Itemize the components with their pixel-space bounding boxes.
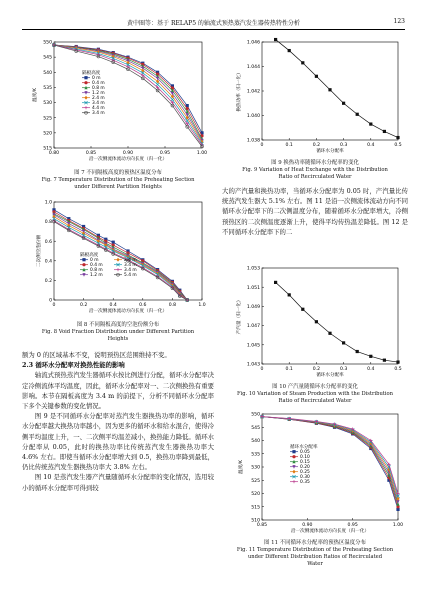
data-point — [369, 122, 372, 125]
legend-label: 3.4 m — [124, 263, 137, 268]
legend-title: 循环水分配率 — [290, 445, 318, 450]
series-line — [262, 417, 398, 507]
figure-10-chart — [222, 262, 408, 382]
y-tick-label: 525 — [43, 116, 52, 122]
figure-8-caption-cn: 图 8 不同隔板高度的空泡份额分布 — [76, 322, 160, 328]
y-tick-label: 545 — [251, 425, 260, 431]
legend-label: 2.4 m — [124, 258, 137, 263]
figure-9-caption-cn: 图 9 换热功率随循环水分配率的变化 — [271, 160, 359, 166]
y-axis-label: 换热功率（归一化） — [237, 70, 242, 112]
x-tick-label: 0.3 — [339, 143, 348, 148]
data-point — [274, 38, 277, 41]
data-point — [342, 102, 345, 105]
legend-marker — [116, 268, 119, 271]
data-point — [315, 75, 318, 78]
legend-label: 0.30 — [300, 475, 310, 480]
x-tick-label: 0.5 — [394, 367, 402, 372]
series-line — [276, 282, 398, 362]
x-tick-label: 1.00 — [392, 523, 404, 528]
y-tick-label: 1.042 — [246, 89, 260, 95]
figure-10-caption-en1: Fig. 10 Variation of Steam Production with the Distribution — [236, 391, 394, 397]
figure-7-caption-cn: 图 7 不同隔板高度的预热区温度分布 — [74, 170, 162, 176]
legend-label: 2.4 m — [92, 96, 105, 101]
legend-marker — [116, 258, 119, 262]
y-tick-label: 545 — [43, 55, 52, 61]
x-tick-label: 0.2 — [312, 367, 321, 372]
y-tick-label: 1.049 — [246, 305, 260, 310]
legend-marker — [82, 263, 85, 266]
figure-8-caption — [22, 322, 214, 343]
y-tick-label: 1.047 — [246, 324, 260, 330]
section-heading: 2.3 循环水分配率对换热性能的影响 — [22, 361, 125, 370]
x-tick-label: 0.90 — [122, 151, 134, 156]
x-tick-label: 0.4 — [109, 303, 117, 308]
data-point — [356, 113, 359, 116]
legend-label: 0.15 — [300, 460, 310, 465]
figure-8-caption-en1: Fig. 8 Void Fraction Distribution under Different Partition — [41, 329, 195, 335]
y-tick-label: 530 — [251, 465, 260, 471]
data-point — [156, 83, 159, 86]
x-axis-label: 沿一次侧流体流动方向长度（归一化） — [290, 529, 370, 534]
x-tick-label: 1.00 — [196, 151, 208, 156]
x-tick-label: 0.8 — [168, 303, 177, 308]
y-axis-label: 温度/K — [239, 460, 244, 474]
data-point — [315, 320, 318, 323]
legend-label: 0.8 m — [92, 86, 105, 91]
series-line — [54, 219, 187, 300]
legend-marker — [82, 258, 85, 261]
legend-title: 隔板高度 — [80, 253, 99, 258]
legend-marker — [84, 76, 87, 79]
figure-9-caption-en1: Fig. 9 Variation of Heat Exchange with the Distribution — [242, 167, 388, 173]
x-tick-label: 0.6 — [139, 303, 147, 308]
y-tick-label: 1.045 — [246, 343, 260, 349]
right-column — [222, 36, 408, 596]
figure-11-chart — [222, 408, 408, 538]
series-line — [54, 221, 187, 300]
data-point — [342, 341, 345, 344]
legend-label: 0.05 — [300, 450, 310, 455]
running-header — [22, 18, 405, 30]
y-tick-label: 1.040 — [246, 114, 260, 120]
series-line — [262, 417, 398, 499]
y-tick-label: 550 — [251, 412, 260, 418]
figure-8-caption-en2: Heights — [107, 336, 129, 342]
figure-7-caption — [22, 170, 214, 191]
y-tick-label: 515 — [43, 146, 52, 152]
legend-label: 1.2 m — [92, 91, 105, 96]
figure-10-caption-en2: Ratio of Recirculated Water — [278, 398, 352, 404]
y-tick-label: 0.8 — [44, 220, 52, 226]
y-tick-label: 515 — [251, 505, 260, 511]
x-tick-label: 0.2 — [312, 143, 321, 148]
legend-marker — [292, 450, 295, 453]
y-axis-label: 二次侧空泡份额 — [37, 234, 42, 268]
legend-label: 3.4 m — [124, 268, 137, 273]
legend-marker — [292, 480, 295, 483]
y-tick-label: 540 — [251, 439, 260, 445]
paragraph-continued: 额为 0 的区域基本不变，说明预热区范围维持不变。 — [22, 351, 171, 359]
figure-7-caption-en2: under Different Partition Heights — [74, 184, 162, 190]
y-axis-label: 产汽量（归一化） — [237, 297, 242, 335]
x-tick-label: 0.3 — [339, 367, 348, 372]
legend-marker — [292, 455, 295, 458]
series-line — [54, 217, 187, 300]
series-line — [262, 417, 398, 510]
legend-label: 3.4 m — [92, 111, 105, 116]
x-tick-label: 0.85 — [256, 523, 268, 528]
x-tick-label: 0.5 — [394, 143, 402, 148]
data-point — [383, 130, 386, 133]
paragraph: 轴流式预热蒸汽发生器循环水按比例进行分配，循环水分配率决定冷侧流体平均温度，因此，循环水分配率对一、二次侧换热有重要影响。本节在隔板高度为 3.4 m 的前提下，分析不同循环水分配率下多个关键参数的变化情况。 — [22, 371, 214, 411]
figure-11-caption-en2: under Different Distribution Ratios of Recirculated — [247, 554, 383, 560]
y-tick-label: 0 — [49, 298, 52, 304]
data-point — [396, 136, 399, 139]
y-tick-label: 1.043 — [246, 362, 260, 368]
plot-frame — [262, 414, 398, 520]
legend-title: 隔板高度 — [82, 71, 101, 76]
x-axis-label: 沿一次侧流体流动方向长度（归一化） — [88, 157, 168, 162]
legend-label: 0.20 — [300, 465, 310, 470]
y-tick-label: 1.044 — [246, 65, 260, 71]
y-axis-label: 温度/K — [33, 88, 38, 102]
y-tick-label: 0.6 — [44, 239, 52, 245]
legend-marker — [84, 81, 87, 84]
x-tick-label: 0.2 — [79, 303, 88, 308]
series-line — [54, 222, 187, 300]
x-tick-label: 0 — [260, 367, 264, 372]
legend-label: 0.35 — [300, 480, 310, 485]
figure-7-caption-en1: Fig. 7 Temperature Distribution of the Preheating Section — [41, 177, 195, 183]
figure-7-chart — [22, 36, 214, 166]
data-point — [288, 293, 291, 296]
paragraph: 图 9 是不同循环水分配率对蒸汽发生器换热功率的影响，循环水分配率越大换热功率越小，因为更多的循环水和给水混合，使得冷侧平均温度上升，一、二次侧平均温差减小，换热能力降低。循环水分配率从 0.05，此时的换热功率比传统蒸汽发生器换热功率大 4.6% 左右。即使当循环水分配率增大到 0.5，换热功率降到最低，仍比传统蒸汽发生器换热功率大 3.8% 左右。 — [22, 412, 214, 472]
x-tick-label: 0.90 — [302, 523, 313, 528]
x-tick-label: 0.80 — [48, 151, 60, 156]
paragraph: 图 10 是蒸汽发生器产汽量随循环水分配率的变化情况，选用较小的循环水分配率可得到较 — [22, 473, 214, 492]
figure-11-caption-en1: Fig. 11 Temperature Distribution of the Preheating Section — [236, 547, 394, 553]
data-point — [328, 332, 331, 335]
legend-label: 0.10 — [300, 455, 310, 460]
legend-marker — [292, 470, 295, 474]
y-tick-label: 1.0 — [44, 200, 52, 206]
figure-11-caption — [222, 540, 408, 568]
data-point — [274, 281, 277, 284]
legend-label: 1.2 m — [90, 273, 103, 278]
legend-marker — [84, 106, 87, 109]
figure-11-caption-cn: 图 11 不同循环水分配率的预热区温度分布 — [264, 540, 366, 546]
legend-label: 0.8 m — [90, 268, 103, 273]
y-tick-label: 1.051 — [246, 285, 260, 291]
legend-label: 0 m — [92, 76, 101, 81]
data-point — [171, 98, 174, 101]
figure-11-caption-en3: Water — [307, 561, 323, 567]
data-point — [288, 49, 291, 52]
x-axis-label: 循环水分配率 — [316, 373, 344, 378]
y-tick-label: 520 — [251, 492, 260, 498]
left-body-text — [22, 350, 214, 493]
legend-label: 0 m — [90, 258, 99, 263]
data-point — [328, 88, 331, 91]
y-tick-label: 1.053 — [246, 266, 260, 272]
paragraph-continued: 大的产汽量和换热功率，当循环水分配率为 0.05 时，产汽量比传统蒸汽发生器大 5.1% 左右。图 11 是沿一次侧流体流动方向不同循环水分配率下的二次侧温度分布，随着循环水分配率增大，冷侧预热区的二次侧温度逐渐上升，使得平均传热温差降低。图 12 是不同循环水分配率下的二 — [222, 187, 408, 236]
y-tick-label: 1.038 — [246, 138, 260, 144]
y-tick-label: 1.046 — [246, 40, 260, 46]
y-tick-label: 530 — [43, 101, 52, 107]
data-point — [383, 359, 386, 362]
legend-label: 0.4 m — [92, 81, 105, 86]
figure-8-chart — [22, 196, 214, 318]
y-tick-label: 535 — [43, 86, 52, 92]
y-tick-label: 510 — [251, 518, 260, 524]
data-point — [301, 308, 304, 311]
y-tick-label: 0.2 — [44, 279, 52, 284]
y-tick-label: 535 — [251, 452, 260, 458]
data-point — [301, 61, 304, 64]
legend-label: 0.4 m — [90, 263, 103, 268]
x-tick-label: 0.1 — [285, 143, 293, 148]
x-tick-label: 0.85 — [85, 151, 97, 156]
legend-label: 5.4 m — [124, 273, 137, 278]
data-point — [112, 241, 115, 244]
x-tick-label: 1.0 — [198, 303, 206, 308]
plot-frame — [262, 268, 398, 364]
x-tick-label: 0 — [52, 303, 56, 308]
running-title: 黄中圈等：基于 RELAP5 的轴流式预热蒸汽发生器传热特性分析 — [127, 20, 300, 27]
x-tick-label: 0.95 — [347, 523, 358, 528]
figure-10-caption — [222, 384, 408, 405]
y-tick-label: 520 — [43, 131, 52, 137]
data-point — [396, 360, 399, 363]
legend-label: 4.4 m — [92, 106, 105, 111]
legend-label: 0.25 — [300, 470, 310, 475]
figure-9-caption — [222, 160, 408, 181]
figure-10-caption-cn: 图 10 产汽量随循环水分配率的变化 — [272, 384, 358, 390]
left-column — [22, 36, 214, 596]
figure-9-chart — [222, 36, 408, 158]
x-axis-label: 循环水分配率 — [316, 149, 344, 154]
x-tick-label: 0.4 — [367, 143, 375, 148]
figure-9-caption-en2: Ratio of Recirculated Water — [278, 174, 352, 180]
y-tick-label: 0.4 — [44, 259, 52, 265]
data-point — [369, 355, 372, 358]
x-tick-label: 0.1 — [285, 367, 293, 372]
y-tick-label: 540 — [43, 70, 52, 76]
x-tick-label: 0.4 — [367, 367, 375, 372]
y-tick-label: 550 — [43, 40, 52, 46]
x-tick-label: 0 — [260, 143, 264, 148]
data-point — [356, 350, 359, 353]
y-tick-label: 525 — [251, 478, 260, 484]
x-axis-label: 沿一次侧流体流动方向长度（归一化） — [88, 309, 168, 314]
page-number: 123 — [393, 18, 405, 25]
legend-marker — [84, 96, 87, 100]
x-tick-label: 0.95 — [159, 151, 171, 156]
series-line — [276, 40, 398, 138]
legend-label: 3.4 m — [92, 101, 105, 106]
right-body-text — [222, 186, 408, 237]
series-line — [54, 212, 187, 300]
